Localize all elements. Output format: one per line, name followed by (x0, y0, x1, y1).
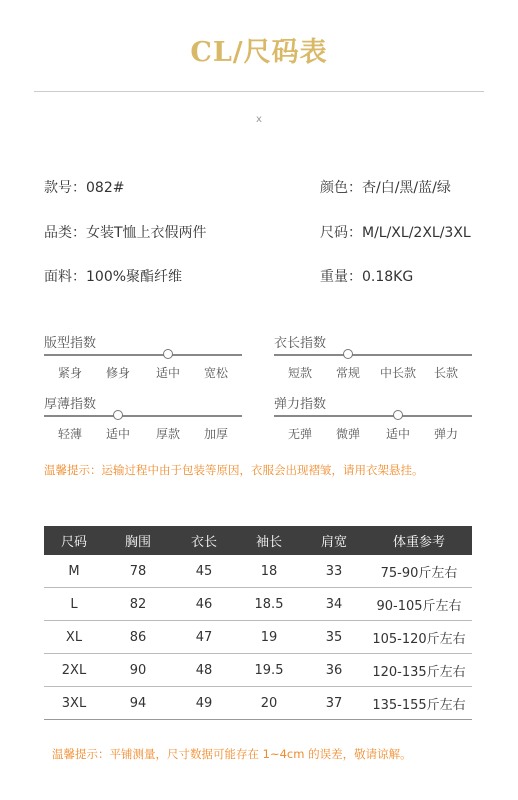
shipping-notice: 温馨提示：运输过程中由于包装等原因，衣服会出现褶皱，请用衣架悬挂。 (44, 463, 424, 477)
category: 品类：女装T恤上衣假两件 (44, 225, 207, 241)
table-cell: 90-105斤左右 (366, 588, 472, 621)
indicator-option: 适中 (105, 427, 130, 441)
indicator-title: 弹力指数 (274, 397, 327, 412)
indicator-option: 常规 (335, 366, 360, 380)
indicator-option: 紧身 (57, 366, 82, 380)
table-cell: 49 (172, 687, 236, 720)
table-row (44, 588, 472, 621)
table-cell: 45 (172, 555, 236, 588)
indicator-option: 短款 (287, 366, 312, 380)
fabric: 面料：100%聚酯纤维 (44, 269, 183, 285)
length-index (274, 332, 472, 392)
table-cell: 35 (302, 621, 366, 654)
table-cell: 33 (302, 555, 366, 588)
table-header-cell: 衣长 (172, 526, 236, 555)
table-cell: 94 (104, 687, 172, 720)
indicator-option: 微弹 (335, 427, 360, 441)
indicator-knob (113, 410, 123, 420)
table-cell: 82 (104, 588, 172, 621)
indicator-option: 轻薄 (57, 427, 82, 441)
table-header-cell: 胸围 (104, 526, 172, 555)
indicator-track (274, 415, 472, 417)
indicator-track (44, 415, 242, 417)
color-options: 颜色：杏/白/黑/蓝/绿 (320, 180, 451, 196)
table-cell: 78 (104, 555, 172, 588)
table-cell: XL (44, 621, 104, 654)
close-icon: x (256, 114, 262, 125)
table-cell: L (44, 588, 104, 621)
indicator-option: 宽松 (203, 366, 228, 380)
table-row (44, 555, 472, 588)
table-cell: M (44, 555, 104, 588)
page-title: CL/尺码表 (190, 37, 328, 68)
table-cell: 105-120斤左右 (366, 621, 472, 654)
measurement-notice: 温馨提示：平铺测量，尺寸数据可能存在 1~4cm 的误差，敬请谅解。 (52, 747, 412, 761)
indicator-option: 修身 (105, 366, 130, 380)
indicator-knob (343, 349, 353, 359)
table-cell: 18.5 (236, 588, 302, 621)
table-header-cell: 体重参考 (366, 526, 472, 555)
size-table (44, 526, 472, 720)
indicator-title: 版型指数 (44, 336, 97, 351)
table-cell: 46 (172, 588, 236, 621)
table-row (44, 687, 472, 720)
table-cell: 19.5 (236, 654, 302, 687)
indicator-option: 长款 (433, 366, 458, 380)
indicator-option: 无弹 (287, 427, 312, 441)
table-header-cell: 袖长 (236, 526, 302, 555)
table-cell: 86 (104, 621, 172, 654)
indicator-option: 厚款 (155, 427, 180, 441)
table-cell: 20 (236, 687, 302, 720)
indicator-track (274, 354, 472, 356)
thickness-index (44, 393, 242, 453)
indicator-option: 中长款 (379, 366, 416, 380)
table-cell: 18 (236, 555, 302, 588)
table-cell: 2XL (44, 654, 104, 687)
indicator-option: 加厚 (203, 427, 228, 441)
table-cell: 36 (302, 654, 366, 687)
table-row (44, 621, 472, 654)
table-cell: 34 (302, 588, 366, 621)
table-cell: 19 (236, 621, 302, 654)
indicator-option: 适中 (155, 366, 180, 380)
indicator-track (44, 354, 242, 356)
table-cell: 37 (302, 687, 366, 720)
table-cell: 90 (104, 654, 172, 687)
indicator-title: 衣长指数 (274, 336, 327, 351)
indicator-title: 厚薄指数 (44, 397, 97, 412)
table-cell: 48 (172, 654, 236, 687)
indicator-option: 弹力 (433, 427, 458, 441)
table-header-cell: 尺码 (44, 526, 104, 555)
fit-index (44, 332, 242, 392)
elasticity-index (274, 393, 472, 453)
table-row (44, 654, 472, 687)
table-header-cell: 肩宽 (302, 526, 366, 555)
table-cell: 47 (172, 621, 236, 654)
indicator-option: 适中 (385, 427, 410, 441)
table-header-row (44, 526, 472, 555)
title-divider (34, 91, 484, 92)
table-cell: 75-90斤左右 (366, 555, 472, 588)
table-cell: 3XL (44, 687, 104, 720)
table-cell: 120-135斤左右 (366, 654, 472, 687)
size-options: 尺码：M/L/XL/2XL/3XL (320, 225, 471, 241)
indicator-knob (163, 349, 173, 359)
table-cell: 135-155斤左右 (366, 687, 472, 720)
weight: 重量：0.18KG (320, 269, 414, 285)
style-number: 款号：082# (44, 180, 125, 196)
indicator-knob (393, 410, 403, 420)
